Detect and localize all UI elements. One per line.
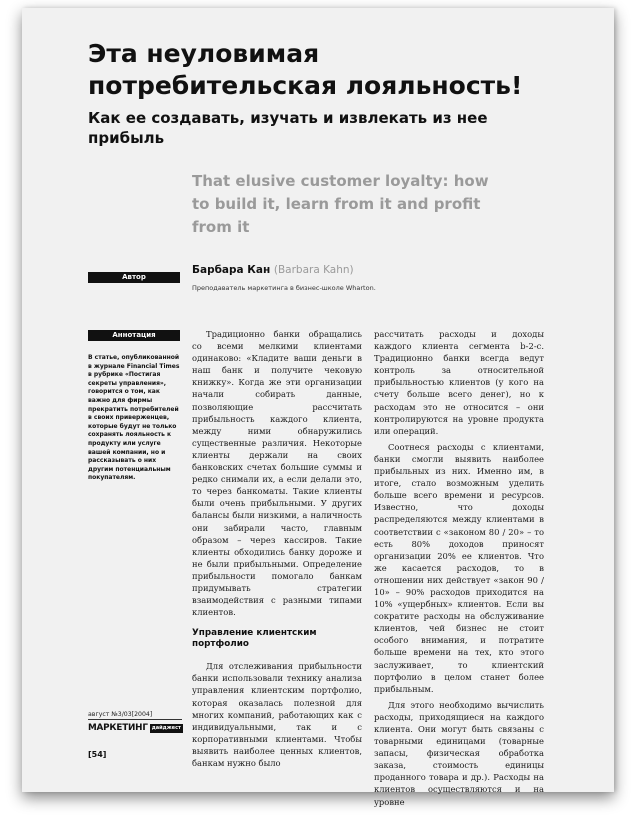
paragraph: Соотнеся расходы с клиентами, банки смогли выявить наиболее прибыльных из них. Именно им, в итоге, стало возможным уделить больше всего времени и ресурсов. Известно, что доходы распределяются между клиентами в соответствии с «законом 80 / 20» – то есть 80% доходов приносят организации 20% ее клиентов. Что же касается расходов, то в отношении них действует «закон 90 / 10» – 90% расходов приходится на 10% «ущербных» клиентов. Если вы сократите расходы на обслуживание клиентов, чей бизнес не стоит особого внимания, и потратите больше времени на тех, кто этого заслуживает, то клиентский портфолио в целом станет более прибыльным. [374, 441, 544, 694]
paragraph: рассчитать расходы и доходы каждого клиента сегмента b-2-c. Традиционно банки всегда ведут контроль за относительной прибыльностью клиентов (у кого на счету больше всего денег), но к расходам это не относится – они контролируются на уровне продукта или операций. [374, 329, 544, 436]
article-subtitle: Как ее создавать, изучать и извлекать из нее прибыль [88, 109, 488, 147]
paragraph: Для отслеживания прибыльности банки использовали технику анализа управления клиентским портфолио, которая оказалась полезной для многих компаний, работающих как с индивидуальными, так и с корпоративными клиентами. Чтобы выявить наиболее ценных клиентов, банкам нужно было [192, 661, 362, 768]
author-name-latin: (Barbara Kahn) [273, 264, 354, 276]
body-column-2 [374, 328, 544, 812]
magazine-page [22, 8, 614, 807]
magazine-name: МАРКЕТИНГ [88, 723, 148, 733]
magazine-logo [88, 722, 182, 734]
abstract-tag: Аннотация [88, 330, 180, 341]
article-title: Эта неуловимая потребительская лояльность! [88, 39, 523, 100]
paragraph: Для этого необходимо вычислить расходы, приходящиеся на каждого клиента. Они могут быть связаны с товарными единицами (товарные запасы, физическая обработка заказа, стоимость единицы проданного товара и др.). Расходы на клиентов осуществляются и на уровне [374, 699, 544, 807]
author-name [192, 264, 354, 276]
magazine-badge: дайджест [151, 724, 181, 731]
section-heading: Управление клиентским портфолио [192, 628, 317, 650]
page-number: [54] [88, 750, 107, 759]
issue-info: август №3/03[2004] [88, 711, 182, 720]
english-title: That elusive customer loyalty: how to build it, learn from it and profit from it [192, 172, 489, 236]
author-tag: Автор [88, 272, 180, 283]
author-name-ru: Барбара Кан [192, 264, 271, 276]
author-role: Преподаватель маркетинга в бизнес-школе Wharton. [192, 284, 376, 292]
body-column-1 [192, 328, 362, 773]
abstract-text: В статье, опубликованной в журнале Financial Times в рубрике «Постигая секреты управления», говорится о том, как важно для фирмы прекратить потребителей в своих приверженцев, которые будут не только сохранять лояльность к продукту или услуге вашей компании, но и рассказывать о них другим потенциальным покупателям. [88, 354, 180, 482]
paragraph: Традиционно банки обращались со всеми мелкими клиентами одинаково: «Кладите ваши деньги в наш банк и получите чековую книжку». Когда же эти организации начали собирать данные, позволяющие рассчитать прибыльность каждого клиента, между ними обнаружились существенные различия. Некоторые клиенты держали на своих банковских счетах большие суммы и редко снимали их, а если делали это, то через банкоматы. Такие клиенты были очень прибыльными. У других балансы были низкими, а наличность они забирали часто, главным образом – через кассиров. Такие клиенты обходились банку дороже и не были прибыльными. Определение прибыльности помогало банкам придумывать стратегии взаимодействия с разными типами клиентов. [192, 329, 362, 618]
